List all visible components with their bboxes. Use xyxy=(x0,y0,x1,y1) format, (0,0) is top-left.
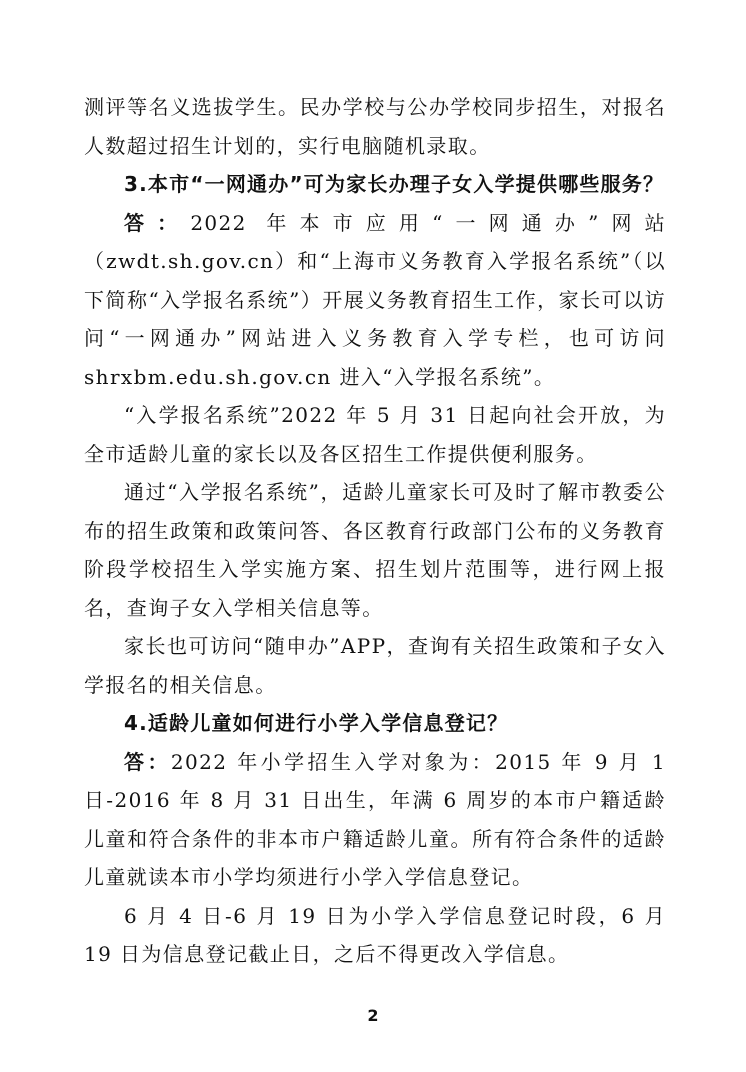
system-features-paragraph: 通过“入学报名系统”，适龄儿童家长可及时了解市教委公布的招生政策和政策问答、各区教育行政部门公布的义务教育阶段学校招生入学实施方案、招生划片范围等，进行网上报名，查询子女入学相关信息等。 xyxy=(84,480,666,620)
answer-3-text: 2022 年本市应用“一网通办”网站（zwdt.sh.gov.cn）和“上海市义务教育入学报名系统”（以下简称“入学报名系统”）开展义务教育招生工作，家长可以访问“一网通办”网站进入义务教育入学专栏，也可访问 shrxbm.edu.sh.gov.cn 进入“入学报名系统”。 xyxy=(84,210,666,389)
answer-label: 答： xyxy=(124,210,191,235)
answer-label: 答： xyxy=(124,749,171,774)
page-number: 2 xyxy=(367,1006,379,1025)
answer-3-paragraph xyxy=(84,204,666,397)
system-open-paragraph: “入学报名系统”2022 年 5 月 31 日起向社会开放，为全市适龄儿童的家长以及各区招生工作提供便利服务。 xyxy=(84,403,666,466)
answer-4-paragraph xyxy=(84,743,666,897)
answer-4-text: 2022 年小学招生入学对象为：2015 年 9 月 1 日-2016 年 8 月 31 日出生，年满 6 周岁的本市户籍适龄儿童和符合条件的非本市户籍适龄儿童。所有符合条件的适龄儿童就读本市小学均须进行小学入学信息登记。 xyxy=(84,749,666,889)
registration-period-paragraph: 6 月 4 日-6 月 19 日为小学入学信息登记时段，6 月 19 日为信息登记截止日，之后不得更改入学信息。 xyxy=(84,903,666,966)
question-4-heading: 4.适龄儿童如何进行小学入学信息登记？ xyxy=(124,711,509,735)
app-paragraph: 家长也可访问“随申办”APP，查询有关招生政策和子女入学报名的相关信息。 xyxy=(84,634,666,697)
paragraph-continued: 测评等名义选拔学生。民办学校与公办学校同步招生，对报名人数超过招生计划的，实行电脑随机录取。 xyxy=(84,95,666,158)
question-3-heading: 3.本市“一网通办”可为家长办理子女入学提供哪些服务？ xyxy=(124,172,665,196)
document-body xyxy=(84,88,666,974)
